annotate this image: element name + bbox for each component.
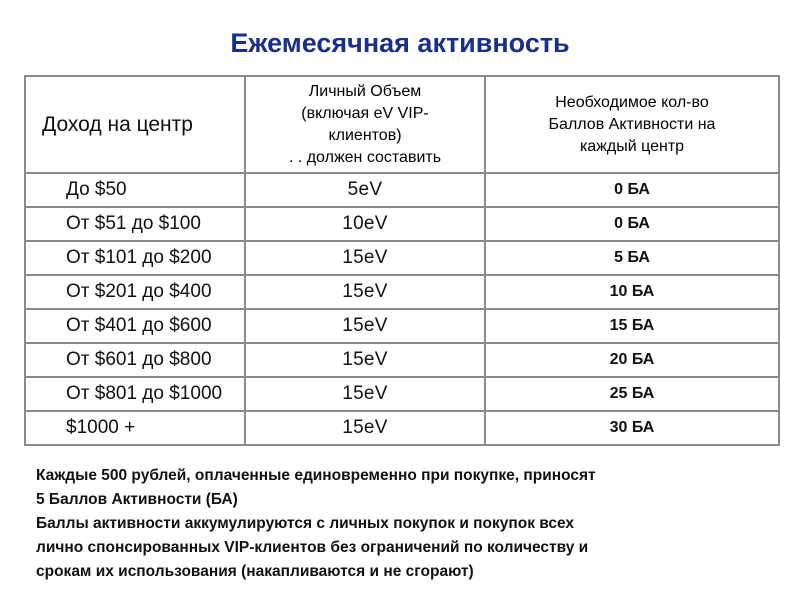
header-points-line: Необходимое кол-во xyxy=(555,93,709,111)
note-line: Баллы активности аккумулируются с личных покупок и покупок всех xyxy=(36,515,575,532)
cell-income: От $601 до $800 xyxy=(25,343,245,377)
cell-volume: 15eV xyxy=(245,275,485,309)
header-volume-line: (включая eV VIP- xyxy=(301,104,429,122)
note-line: лично спонсированных VIP-клиентов без ограничений по количеству и xyxy=(36,539,589,556)
cell-points: 25 БА xyxy=(485,377,779,411)
cell-points: 30 БА xyxy=(485,411,779,445)
page-title: Ежемесячная активность xyxy=(230,28,570,58)
header-volume-line: . . должен составить xyxy=(288,148,442,166)
note-line: Каждые 500 рублей, оплаченные единовременно при покупке, приносят xyxy=(36,467,596,484)
cell-volume: 15eV xyxy=(245,309,485,343)
cell-volume: 15eV xyxy=(245,411,485,445)
table-header-row xyxy=(25,76,779,173)
cell-income: $1000 + xyxy=(25,411,245,445)
table-row xyxy=(25,207,779,241)
table-row xyxy=(25,377,779,411)
table-row xyxy=(25,309,779,343)
cell-volume: 5eV xyxy=(245,173,485,207)
cell-volume: 15eV xyxy=(245,343,485,377)
header-points xyxy=(485,76,779,173)
table-row xyxy=(25,411,779,445)
header-income: Доход на центр xyxy=(25,76,245,173)
cell-income: От $51 до $100 xyxy=(25,207,245,241)
table-row xyxy=(25,343,779,377)
cell-income: От $201 до $400 xyxy=(25,275,245,309)
header-points-line: каждый центр xyxy=(579,137,685,155)
cell-volume: 15eV xyxy=(245,377,485,411)
cell-volume: 10eV xyxy=(245,207,485,241)
cell-points: 15 БА xyxy=(485,309,779,343)
table-row xyxy=(25,173,779,207)
cell-points: 20 БА xyxy=(485,343,779,377)
cell-income: От $101 до $200 xyxy=(25,241,245,275)
header-volume-line: клиентов) xyxy=(328,126,402,144)
table-row xyxy=(25,241,779,275)
header-volume-line: Личный Объем xyxy=(308,82,422,100)
header-volume xyxy=(245,76,485,173)
cell-points: 10 БА xyxy=(485,275,779,309)
cell-points: 0 БА xyxy=(485,207,779,241)
cell-points: 0 БА xyxy=(485,173,779,207)
note-line: 5 Баллов Активности (БА) xyxy=(36,491,238,508)
note-line: срокам их использования (накапливаются и не сгорают) xyxy=(36,563,474,580)
table-row xyxy=(25,275,779,309)
cell-income: От $801 до $1000 xyxy=(25,377,245,411)
cell-income: От $401 до $600 xyxy=(25,309,245,343)
header-points-line: Баллов Активности на xyxy=(548,115,716,133)
table-body xyxy=(25,173,779,445)
cell-income: До $50 xyxy=(25,173,245,207)
activity-notes xyxy=(36,464,776,584)
activity-table xyxy=(24,75,780,446)
cell-volume: 15eV xyxy=(245,241,485,275)
cell-points: 5 БА xyxy=(485,241,779,275)
